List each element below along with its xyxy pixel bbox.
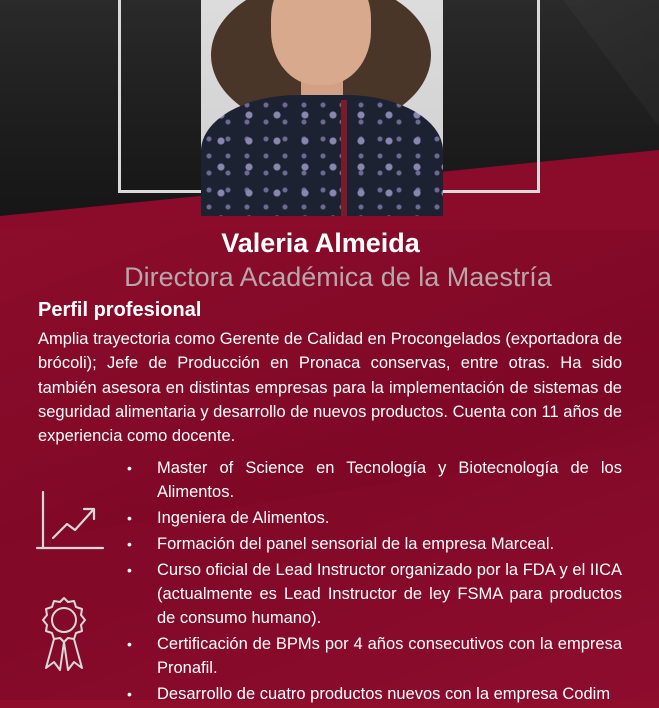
- person-name: Valeria Almeida: [221, 228, 420, 258]
- growth-chart-icon: [35, 488, 107, 560]
- list-item-text: Ingeniera de Alimentos.: [157, 509, 330, 528]
- list-item-text: Formación del panel sensorial de la empresa Marceal.: [157, 534, 555, 553]
- list-item: [127, 682, 622, 706]
- list-item: [127, 558, 622, 631]
- profile-photo: [201, 0, 443, 216]
- list-item: [127, 532, 622, 556]
- award-ribbon-icon: [38, 596, 90, 676]
- bullet-icon: •: [127, 686, 132, 703]
- section-title: Perfil profesional: [38, 299, 202, 321]
- bullet-icon: •: [127, 510, 132, 527]
- list-item: [127, 632, 622, 681]
- list-item-text: Master of Science en Tecnología y Biotecnología de los Alimentos.: [157, 459, 622, 502]
- bullet-icon: •: [127, 535, 132, 552]
- list-item: [127, 506, 622, 530]
- profile-bio: Amplia trayectoria como Gerente de Calidad en Procongelados (exportadora de brócoli); Jefe de Producción en Pronaca conservas, entre otras. Ha sido también asesora en distintas empresas para la implementación de sistemas de seguridad alimentaria y desarrollo de nuevos productos. Cuenta con 11 años de experiencia como docente.: [38, 330, 622, 446]
- list-item-text: Certificación de BPMs por 4 años consecutivos con la empresa Pronafil.: [157, 635, 622, 678]
- person-role: Directora Académica de la Maestría: [124, 262, 552, 292]
- photo-lanyard: [341, 100, 347, 216]
- photo-shirt: [201, 95, 443, 216]
- list-item-text: Desarrollo de cuatro productos nuevos con la empresa Codim: [157, 685, 611, 704]
- bullet-icon: •: [127, 636, 132, 653]
- achievements-list: [127, 456, 622, 708]
- bullet-icon: •: [127, 561, 132, 578]
- list-item-text: Curso oficial de Lead Instructor organizado por la FDA y el IICA (actualmente es Lead Instructor de ley FSMA para productos de consumo humano).: [157, 560, 622, 628]
- bullet-icon: •: [127, 460, 132, 476]
- list-item: [127, 456, 622, 505]
